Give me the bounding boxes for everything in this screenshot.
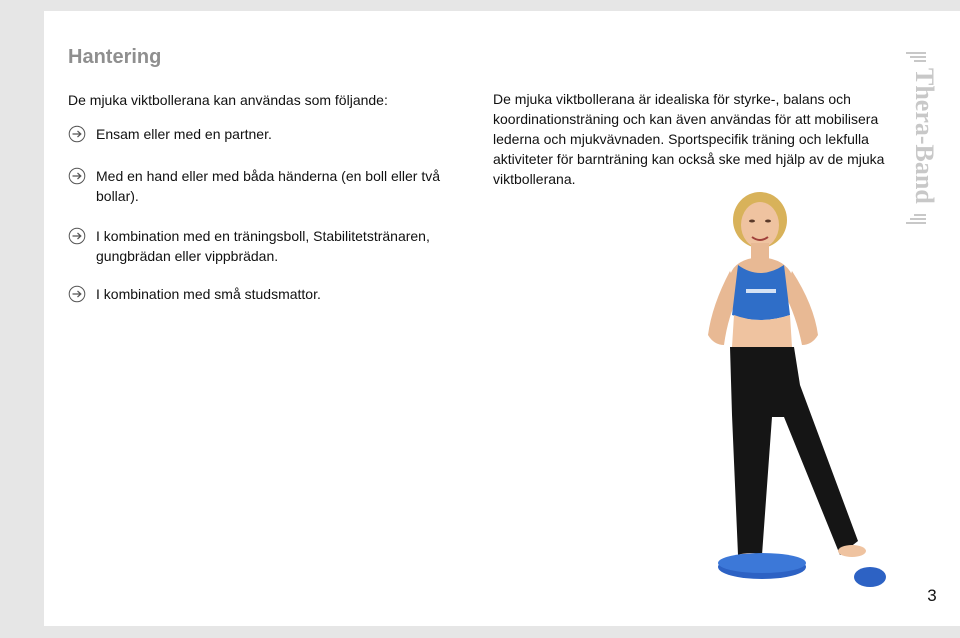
bullet-text: Med en hand eller med båda händerna (en boll eller två bollar). bbox=[96, 168, 441, 204]
arrow-right-circle-icon bbox=[68, 285, 86, 303]
intro-text: De mjuka viktbollerana kan användas som följande: bbox=[68, 92, 388, 108]
brand-text: Thera-Band bbox=[910, 68, 939, 204]
bullet-item bbox=[68, 124, 458, 144]
bullet-item bbox=[68, 226, 458, 266]
section-heading: Hantering bbox=[68, 46, 162, 68]
bullet-item bbox=[68, 166, 458, 206]
right-paragraph: De mjuka viktbollerana är idealiska för styrke-, balans och koordinationsträning och kan även användas för att mobilisera lederna och mjukvävnaden. Sportspecifik träning och lekfulla aktiviteter för barnträning kan också ske med hjälp av de mjuka viktbollerana. bbox=[493, 91, 885, 187]
arrow-right-circle-icon bbox=[68, 167, 86, 185]
woman-on-balance-pad-photo bbox=[680, 185, 905, 605]
arrow-right-circle-icon bbox=[68, 227, 86, 245]
bullet-text: I kombination med en träningsboll, Stabilitetstränaren, gungbrädan eller vippbrädan. bbox=[96, 228, 430, 264]
bullet-text: I kombination med små studsmattor. bbox=[96, 286, 321, 302]
bullet-text: Ensam eller med en partner. bbox=[96, 126, 272, 142]
bullet-item bbox=[68, 284, 458, 304]
bottom-band bbox=[0, 626, 960, 638]
arrow-right-circle-icon bbox=[68, 125, 86, 143]
page-number: 3 bbox=[927, 586, 937, 605]
